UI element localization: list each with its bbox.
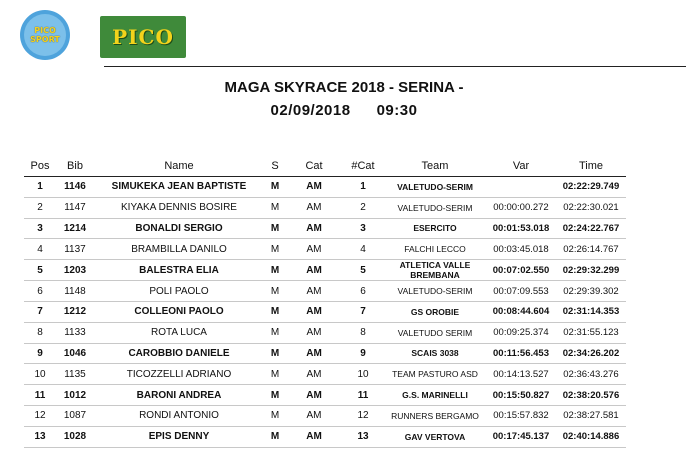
table-row <box>24 218 626 239</box>
cell-pos: 8 <box>24 322 56 343</box>
cell-team: G.S. MARINELLI <box>384 385 486 406</box>
cell-name: CAROBBIO DANIELE <box>94 343 264 364</box>
cell-cat-rank: 6 <box>342 281 384 302</box>
cell-cat: AM <box>286 426 342 447</box>
cell-pos: 10 <box>24 364 56 385</box>
table-row <box>24 426 626 447</box>
cell-sex: M <box>264 218 286 239</box>
col-header-name: Name <box>94 156 264 177</box>
cell-name: BRAMBILLA DANILO <box>94 239 264 260</box>
cell-team: VALETUDO-SERIM <box>384 197 486 218</box>
cell-cat-rank: 10 <box>342 364 384 385</box>
cell-sex: M <box>264 322 286 343</box>
header-divider <box>104 66 686 67</box>
table-row <box>24 301 626 322</box>
cell-time: 02:40:14.886 <box>556 426 626 447</box>
cell-pos: 9 <box>24 343 56 364</box>
cell-team: ESERCITO <box>384 218 486 239</box>
cell-time: 02:26:14.767 <box>556 239 626 260</box>
cell-pos: 12 <box>24 405 56 426</box>
cell-name: COLLEONI PAOLO <box>94 301 264 322</box>
cell-name: BALESTRA ELIA <box>94 260 264 281</box>
cell-name: KIYAKA DENNIS BOSIRE <box>94 197 264 218</box>
cell-var: 00:09:25.374 <box>486 322 556 343</box>
cell-name: POLI PAOLO <box>94 281 264 302</box>
cell-bib: 1133 <box>56 322 94 343</box>
cell-name: ROTA LUCA <box>94 322 264 343</box>
cell-time: 02:29:39.302 <box>556 281 626 302</box>
cell-cat: AM <box>286 301 342 322</box>
table-row <box>24 281 626 302</box>
cell-var: 00:15:57.832 <box>486 405 556 426</box>
cell-cat-rank: 8 <box>342 322 384 343</box>
cell-var: 00:11:56.453 <box>486 343 556 364</box>
cell-bib: 1214 <box>56 218 94 239</box>
cell-var: 00:15:50.827 <box>486 385 556 406</box>
cell-cat-rank: 13 <box>342 426 384 447</box>
pico-sport-logo <box>20 10 70 60</box>
cell-sex: M <box>264 385 286 406</box>
cell-var: 00:03:45.018 <box>486 239 556 260</box>
results-table <box>24 156 626 448</box>
cell-bib: 1146 <box>56 177 94 198</box>
table-row <box>24 343 626 364</box>
cell-team: SCAIS 3038 <box>384 343 486 364</box>
cell-name: BARONI ANDREA <box>94 385 264 406</box>
cell-sex: M <box>264 405 286 426</box>
pico-sport-logo-inner <box>24 14 66 56</box>
cell-sex: M <box>264 197 286 218</box>
cell-team: VALETUDO SERIM <box>384 322 486 343</box>
pico-brand-logo <box>100 16 186 58</box>
cell-bib: 1148 <box>56 281 94 302</box>
cell-cat: AM <box>286 260 342 281</box>
cell-sex: M <box>264 343 286 364</box>
cell-pos: 1 <box>24 177 56 198</box>
cell-pos: 5 <box>24 260 56 281</box>
cell-team: VALETUDO-SERIM <box>384 281 486 302</box>
cell-bib: 1087 <box>56 405 94 426</box>
cell-var <box>486 177 556 198</box>
cell-time: 02:24:22.767 <box>556 218 626 239</box>
cell-sex: M <box>264 260 286 281</box>
cell-team: ATLETICA VALLE BREMBANA <box>384 260 486 281</box>
race-time: 09:30 <box>376 102 418 119</box>
cell-bib: 1012 <box>56 385 94 406</box>
col-header-team: Team <box>384 156 486 177</box>
cell-time: 02:38:27.581 <box>556 405 626 426</box>
cell-pos: 13 <box>24 426 56 447</box>
col-header-var: Var <box>486 156 556 177</box>
cell-sex: M <box>264 239 286 260</box>
cell-cat-rank: 4 <box>342 239 384 260</box>
cell-name: EPIS DENNY <box>94 426 264 447</box>
cell-cat-rank: 7 <box>342 301 384 322</box>
cell-bib: 1028 <box>56 426 94 447</box>
col-header-sex: S <box>264 156 286 177</box>
cell-var: 00:00:00.272 <box>486 197 556 218</box>
cell-pos: 6 <box>24 281 56 302</box>
cell-cat: AM <box>286 177 342 198</box>
cell-pos: 7 <box>24 301 56 322</box>
cell-team: GS OROBIE <box>384 301 486 322</box>
cell-time: 02:38:20.576 <box>556 385 626 406</box>
cell-cat-rank: 11 <box>342 385 384 406</box>
col-header-time: Time <box>556 156 626 177</box>
cell-name: BONALDI SERGIO <box>94 218 264 239</box>
race-date: 02/09/2018 <box>270 102 351 119</box>
cell-sex: M <box>264 426 286 447</box>
cell-name: RONDI ANTONIO <box>94 405 264 426</box>
cell-bib: 1135 <box>56 364 94 385</box>
cell-bib: 1137 <box>56 239 94 260</box>
cell-team: VALETUDO-SERIM <box>384 177 486 198</box>
table-row <box>24 177 626 198</box>
cell-team: FALCHI LECCO <box>384 239 486 260</box>
cell-cat-rank: 2 <box>342 197 384 218</box>
cell-cat-rank: 1 <box>342 177 384 198</box>
cell-time: 02:22:30.021 <box>556 197 626 218</box>
cell-name: TICOZZELLI ADRIANO <box>94 364 264 385</box>
table-row <box>24 364 626 385</box>
cell-sex: M <box>264 177 286 198</box>
col-header-pos: Pos <box>24 156 56 177</box>
col-header-cat-rank: #Cat <box>342 156 384 177</box>
logo-text-pico: PICO <box>34 26 56 35</box>
cell-name: SIMUKEKA JEAN BAPTISTE <box>94 177 264 198</box>
cell-var: 00:17:45.137 <box>486 426 556 447</box>
cell-sex: M <box>264 364 286 385</box>
cell-sex: M <box>264 301 286 322</box>
col-header-cat: Cat <box>286 156 342 177</box>
cell-cat-rank: 9 <box>342 343 384 364</box>
table-row <box>24 405 626 426</box>
cell-var: 00:08:44.604 <box>486 301 556 322</box>
cell-var: 00:14:13.527 <box>486 364 556 385</box>
race-title: MAGA SKYRACE 2018 - SERINA - <box>224 79 464 96</box>
cell-cat: AM <box>286 218 342 239</box>
cell-team: TEAM PASTURO ASD <box>384 364 486 385</box>
cell-pos: 4 <box>24 239 56 260</box>
cell-cat-rank: 3 <box>342 218 384 239</box>
cell-team: RUNNERS BERGAMO <box>384 405 486 426</box>
cell-cat: AM <box>286 239 342 260</box>
cell-bib: 1046 <box>56 343 94 364</box>
cell-cat: AM <box>286 364 342 385</box>
col-header-bib: Bib <box>56 156 94 177</box>
cell-pos: 2 <box>24 197 56 218</box>
cell-pos: 11 <box>24 385 56 406</box>
cell-time: 02:36:43.276 <box>556 364 626 385</box>
cell-cat: AM <box>286 385 342 406</box>
table-row <box>24 239 626 260</box>
cell-bib: 1212 <box>56 301 94 322</box>
cell-cat-rank: 5 <box>342 260 384 281</box>
cell-time: 02:34:26.202 <box>556 343 626 364</box>
cell-var: 00:01:53.018 <box>486 218 556 239</box>
cell-time: 02:22:29.749 <box>556 177 626 198</box>
table-header-row <box>24 156 626 177</box>
cell-time: 02:31:14.353 <box>556 301 626 322</box>
cell-var: 00:07:09.553 <box>486 281 556 302</box>
race-datetime <box>0 102 692 119</box>
table-row <box>24 260 626 281</box>
table-row <box>24 385 626 406</box>
brand-logo-text: PICO <box>112 25 174 49</box>
cell-cat: AM <box>286 197 342 218</box>
table-row <box>24 197 626 218</box>
table-row <box>24 322 626 343</box>
cell-bib: 1147 <box>56 197 94 218</box>
cell-cat: AM <box>286 343 342 364</box>
cell-time: 02:31:55.123 <box>556 322 626 343</box>
cell-pos: 3 <box>24 218 56 239</box>
cell-cat: AM <box>286 281 342 302</box>
cell-sex: M <box>264 281 286 302</box>
cell-cat: AM <box>286 405 342 426</box>
cell-var: 00:07:02.550 <box>486 260 556 281</box>
cell-cat-rank: 12 <box>342 405 384 426</box>
cell-cat: AM <box>286 322 342 343</box>
cell-bib: 1203 <box>56 260 94 281</box>
cell-time: 02:29:32.299 <box>556 260 626 281</box>
logo-text-sport: SPORT <box>30 35 60 44</box>
cell-team: GAV VERTOVA <box>384 426 486 447</box>
